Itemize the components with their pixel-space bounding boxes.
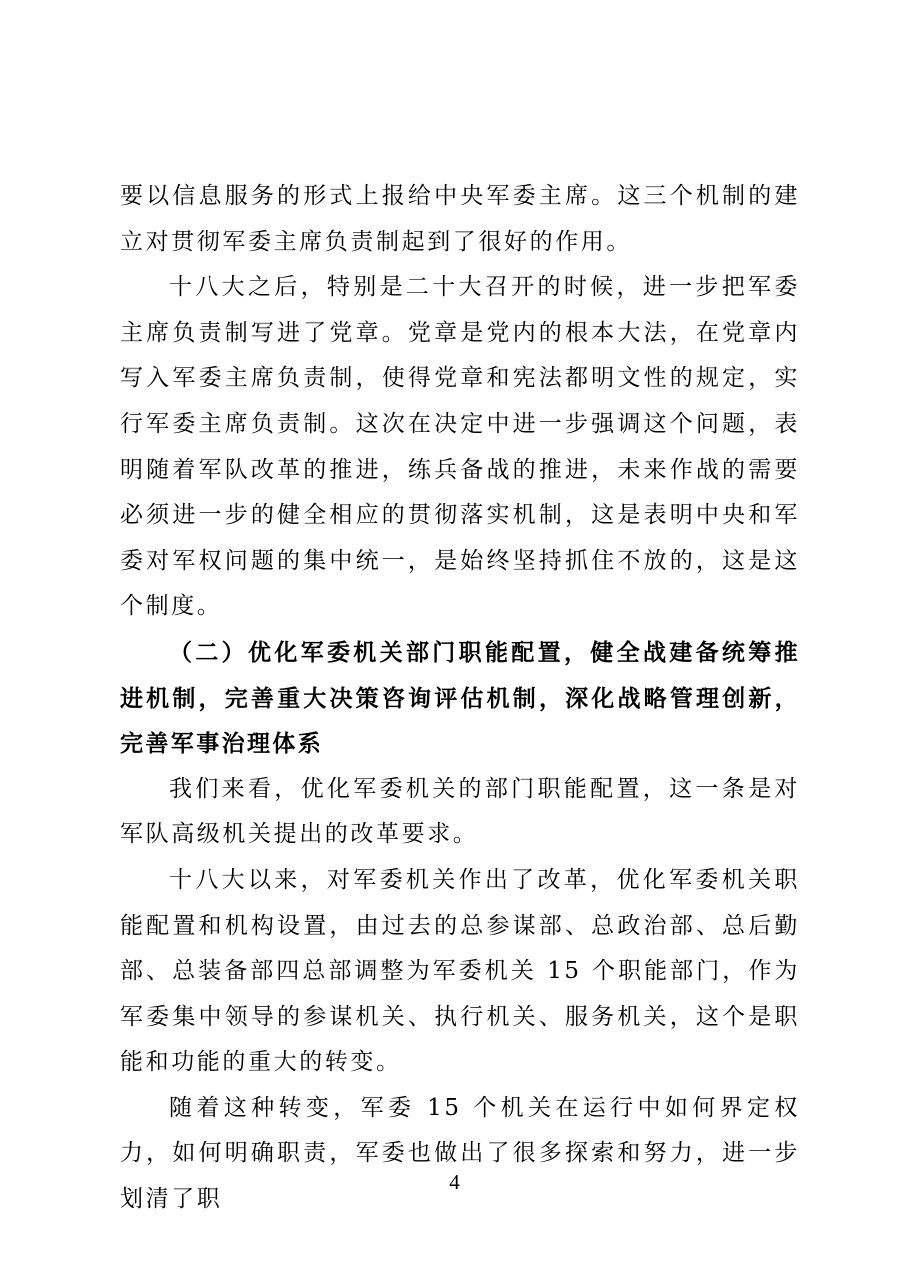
- paragraph-2: 十八大之后，特别是二十大召开的时候，进一步把军委主席负责制写进了党章。党章是党内的根本大法，在党章内写入军委主席负责制，使得党章和宪法都明文性的规定，实行军委主席负责制。这次在决定中进一步强调这个问题，表明随着军队改革的推进，练兵备战的推进，未来作战的需要必须进一步的健全相应的贯彻落实机制，这是表明中央和军委对军权问题的集中统一，是始终坚持抓住不放的，这是这个制度。: [120, 274, 800, 620]
- document-body: [120, 174, 800, 1223]
- section-heading: （二）优化军委机关部门职能配置，健全战建备统筹推进机制，完善重大决策咨询评估机制，深化战略管理创新，完善军事治理体系: [120, 638, 800, 758]
- paragraph-3: 我们来看，优化军委机关的部门职能配置，这一条是对军队高级机关提出的改革要求。: [120, 775, 800, 848]
- paragraph-4: 十八大以来，对军委机关作出了改革，优化军委机关职能配置和机构设置，由过去的总参谋部、总政治部、总后勤部、总装备部四总部调整为军委机关 15 个职能部门，作为军委集中领导的参谋机关、执行机关、服务机关，这个是职能和功能的重大的转变。: [120, 866, 800, 1076]
- paragraph-1: 要以信息服务的形式上报给中央军委主席。这三个机制的建立对贯彻军委主席负责制起到了很好的作用。: [120, 183, 800, 255]
- paragraph-5: 随着这种转变，军委 15 个机关在运行中如何界定权力，如何明确职责，军委也做出了很多探索和努力，进一步划清了职: [120, 1094, 800, 1213]
- page-number: 4: [449, 1170, 460, 1194]
